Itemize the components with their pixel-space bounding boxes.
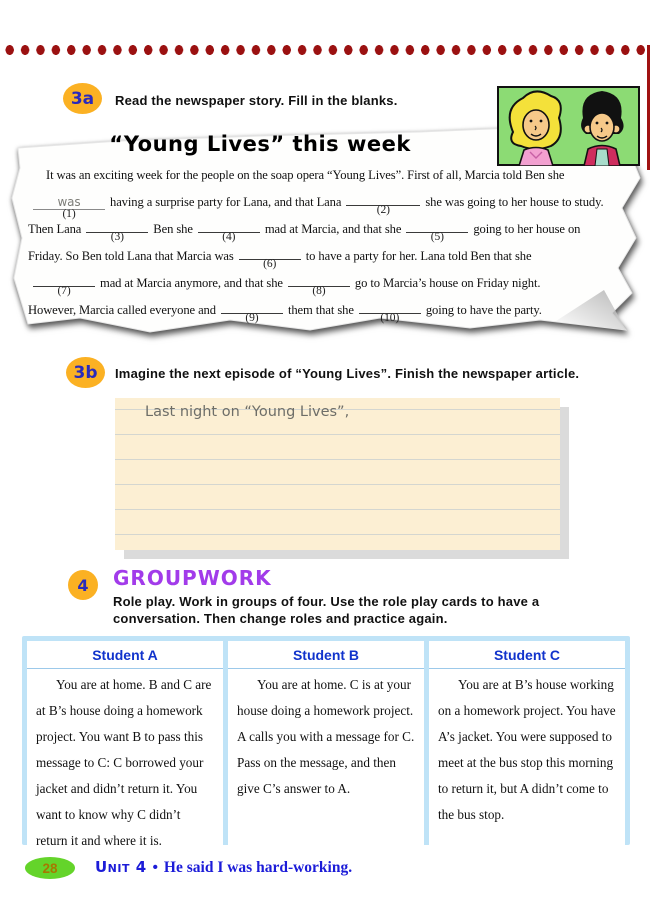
blank-number: (1) (62, 208, 76, 220)
writing-prompt: Last night on “Young Lives”, (145, 404, 350, 420)
fill-in-blank[interactable] (288, 272, 350, 297)
fill-in-blank[interactable] (33, 195, 105, 220)
fill-in-blank[interactable] (346, 191, 420, 216)
role-card-student-a (27, 641, 223, 860)
writing-area[interactable] (115, 398, 560, 550)
blank-number: (7) (57, 285, 71, 297)
role-card-text: You are at home. C is at your house doing a homework project. A calls you with a message for C. Pass on the message, and then give C’s answer to A. (237, 677, 415, 796)
blank-number: (9) (245, 312, 259, 324)
section-3b-instruction: Imagine the next episode of “Young Lives”. Finish the newspaper article. (115, 366, 580, 381)
newspaper-line (28, 168, 636, 191)
dotted-divider (2, 44, 650, 56)
blank-number: (6) (263, 258, 277, 270)
section-3a-badge: 3a (63, 83, 102, 114)
blank-answer: was (57, 195, 81, 209)
role-card-header: Student B (228, 641, 424, 669)
role-card-text: You are at home. B and C are at B’s house doing a homework project. You want B to pass this message to C: C borrowed your jacket and didn’t return it. You want to know why C didn’t return it and where it is. (36, 677, 212, 848)
footer-unit-line (95, 858, 352, 877)
newspaper-text: to have a party for her. Lana told Ben that she (305, 249, 532, 263)
groupwork-heading: GROUPWORK (113, 566, 272, 590)
unit-title: He said I was hard-working. (163, 859, 353, 876)
newspaper-text: them that she (287, 303, 354, 317)
blank-number: (2) (376, 204, 390, 216)
page-number-badge: 28 (25, 857, 75, 879)
newspaper-text: However, Marcia called everyone and (28, 303, 216, 317)
fill-in-blank[interactable] (221, 299, 283, 324)
role-card-header: Student A (27, 641, 223, 669)
newspaper-line (28, 245, 636, 272)
newspaper-lines (28, 168, 636, 326)
boy-shirt (595, 149, 609, 166)
newspaper-text: going to have the party. (425, 303, 542, 317)
section-4-instruction: Role play. Work in groups of four. Use the role play cards to have a conversation. Then change roles and practice again. (113, 594, 540, 626)
blank-number: (10) (380, 312, 400, 324)
role-play-table (22, 636, 630, 848)
fill-in-blank[interactable] (33, 272, 95, 297)
newspaper-line (28, 299, 636, 326)
girl-dress (519, 148, 553, 167)
role-card-text: You are at B’s house working on a homework project. You have A’s jacket. You were supposed to meet at the bus stop this morning to return it, but A didn’t come to the bus stop. (438, 677, 616, 822)
blank-number: (8) (312, 285, 326, 297)
role-card-student-c (429, 641, 625, 860)
newspaper-text: go to Marcia’s house on Friday night. (354, 276, 541, 290)
section-3a-instruction: Read the newspaper story. Fill in the blanks. (115, 93, 398, 108)
footer-separator: • (152, 859, 158, 876)
blank-number: (4) (222, 231, 236, 243)
newspaper-headline: “Young Lives” this week (109, 132, 411, 156)
newspaper-text: It was an exciting week for the people on the soap opera “Young Lives”. First of all, Marcia told Ben she (46, 168, 565, 182)
newspaper-text: Friday. So Ben told Lana that Marcia was (28, 249, 234, 263)
fill-in-blank[interactable] (198, 218, 260, 243)
unit-label: Unit 4 (95, 858, 147, 876)
newspaper-text: Then Lana (28, 222, 82, 236)
role-card-student-b (228, 641, 424, 860)
newspaper-text: mad at Marcia anymore, and that she (100, 276, 283, 290)
section-3b-badge: 3b (66, 357, 105, 388)
blank-number: (5) (430, 231, 444, 243)
cartoon-illustration (497, 86, 640, 166)
blank-number: (3) (110, 231, 124, 243)
section-4-badge: 4 (68, 570, 98, 600)
fill-in-blank[interactable] (359, 299, 421, 324)
fill-in-blank[interactable] (239, 245, 301, 270)
newspaper-text: mad at Marcia, and that she (264, 222, 402, 236)
newspaper-text: she was going to her house to study. (425, 195, 604, 209)
newspaper-line (28, 272, 636, 299)
newspaper-line (28, 218, 636, 245)
role-card-header: Student C (429, 641, 625, 669)
newspaper-text: going to her house on (473, 222, 581, 236)
newspaper-text: Ben she (153, 222, 193, 236)
boy-face (590, 113, 614, 141)
newspaper-text: having a surprise party for Lana, and that Lana (110, 195, 342, 209)
fill-in-blank[interactable] (86, 218, 148, 243)
fill-in-blank[interactable] (406, 218, 468, 243)
newspaper-line (28, 191, 636, 218)
